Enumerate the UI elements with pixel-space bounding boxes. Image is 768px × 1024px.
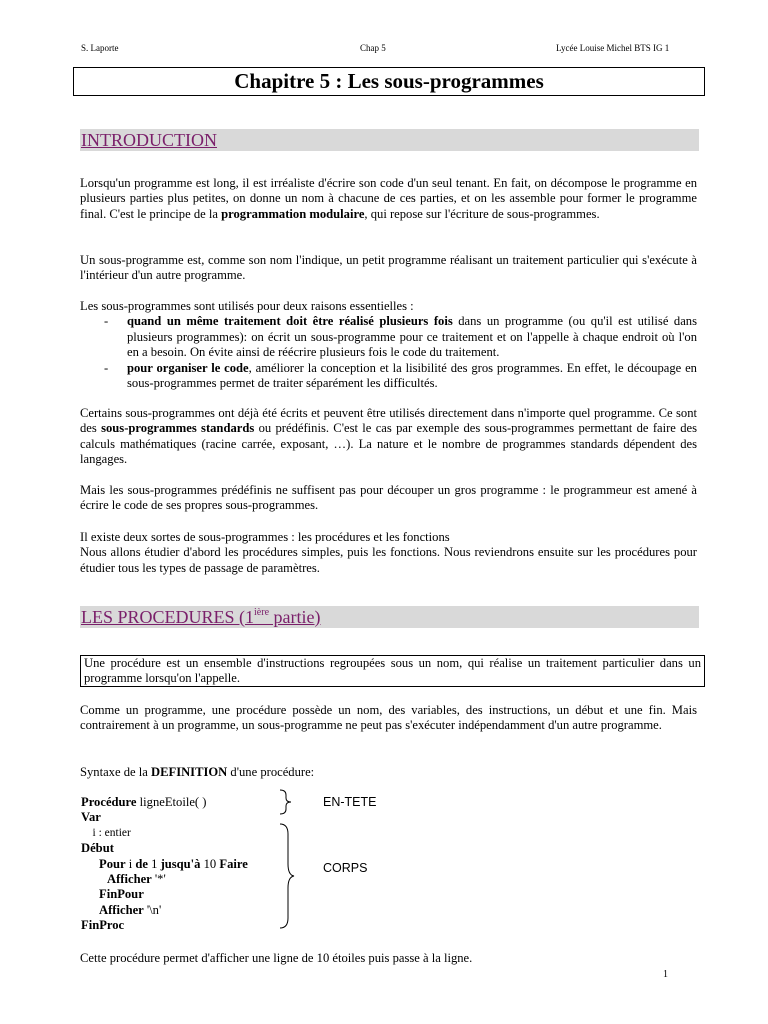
list-item: - pour organiser le code, améliorer la conception et la lisibilité des gros programmes. En effet, le découpage en sous-programmes permet de traiter séparément les difficultés. <box>104 360 697 391</box>
list-item: - quand un même traitement doit être réalisé plusieurs fois dans un programme (ou qu'il est utilisé dans plusieurs programmes): on écrit un sous-programme pour ce traitement et on l'appelle à chaque endroit où l'on en a besoin. On évite ainsi de réécrire plusieurs fois le code du traitement. <box>104 314 697 360</box>
label-corps: CORPS <box>323 861 368 875</box>
intro-paragraph-5: Mais les sous-programmes prédéfinis ne suffisent pas pour découper un gros programme : le programmeur est amené à écrire le code de ses propres sous-programmes. <box>80 483 697 513</box>
section-introduction <box>80 129 699 151</box>
section-procedures <box>80 606 699 628</box>
code-line: Procédure ligneEtoile( ) <box>81 795 207 809</box>
section-heading: LES PROCEDURES ($1^{ière}$ partie) <box>81 607 321 627</box>
brace-icon <box>276 788 296 933</box>
code-line: FinPour <box>99 887 144 902</box>
procedures-paragraph-1: Comme un programme, une procédure possède un nom, des variables, des instructions, un début et une fin. Mais contrairement à un programme, un sous-programme ne peut pas s'exécuter indépendamment d'un autre programme. <box>80 703 697 733</box>
intro-paragraph-6: Il existe deux sortes de sous-programmes : les procédures et les fonctions Nous allons étudier d'abord les procédures simples, puis les fonctions. Nous reviendrons ensuite sur les procédures pour étudier tous les types de passage de paramètres. <box>80 530 697 575</box>
code-line: Var <box>81 810 101 825</box>
code-line: Afficher '*' <box>107 872 166 887</box>
intro-paragraph-4: Certains sous-programmes ont déjà été écrits et peuvent être utilisés directement dans n'importe quel programme. Ce sont des sous-programmes standards ou prédéfinis. C'est le cas par exemple des sous-programmes permettant de faire des calculs mathématiques (racine carrée, exposant, …). La nature et le nombre de programmes standards dépendent des langages. <box>80 406 697 467</box>
code-line: Afficher '\n' <box>99 902 162 917</box>
code-line: FinProc <box>81 918 125 933</box>
intro-paragraph-3: Les sous-programmes sont utilisés pour deux raisons essentielles : - quand un même traitement doit être réalisé plusieurs fois dans un programme (ou qu'il est utilisé dans plusieurs programmes): on écrit un sous-programme pour ce traitement et on l'appelle à chaque endroit où l'on en a besoin. On évite ainsi de réécrire plusieurs fois le code du traitement. - pour organiser le code, améliorer la conception et la lisibilité des gros programmes. En effet, le découpage en sous-programmes permet de traiter séparément les difficultés. <box>80 299 697 391</box>
page-title: Chapitre 5 : Les sous-programmes <box>73 67 705 96</box>
header-author: S. Laporte <box>81 43 119 53</box>
header-school: Lycée Louise Michel BTS IG 1 <box>556 43 670 53</box>
code-block <box>81 795 248 934</box>
intro-paragraph-2: Un sous-programme est, comme son nom l'indique, un petit programme réalisant un traitement particulier qui s'exécute à l'intérieur d'un autre programme. <box>80 253 697 283</box>
label-entete: EN-TETE <box>323 795 377 809</box>
code-line: Début <box>81 841 114 856</box>
conclusion: Cette procédure permet d'afficher une ligne de 10 étoiles puis passe à la ligne. <box>80 951 473 965</box>
code-line: Pour i de 1 jusqu'à 10 Faire <box>99 856 248 871</box>
section-heading: INTRODUCTION <box>81 130 217 150</box>
page-number: 1 <box>663 969 668 980</box>
definition-box: Une procédure est un ensemble d'instructions regroupées sous un nom, qui réalise un traitement particulier dans un programme lorsqu'on l'appelle. <box>80 655 705 687</box>
code-line: i : entier <box>81 826 131 839</box>
header-chapter: Chap 5 <box>360 43 386 53</box>
intro-paragraph-1: Lorsqu'un programme est long, il est irréaliste d'écrire son code d'un seul tenant. En fait, on décompose le programme en plusieurs parties plus petites, on donne un nom à chacune de ces parties, et on les assemble pour former le programme final. C'est le principe de la programmation modulaire, qui repose sur l'écriture de sous-programmes. <box>80 176 697 221</box>
syntax-line: Syntaxe de la DEFINITION d'une procédure: <box>80 765 315 779</box>
